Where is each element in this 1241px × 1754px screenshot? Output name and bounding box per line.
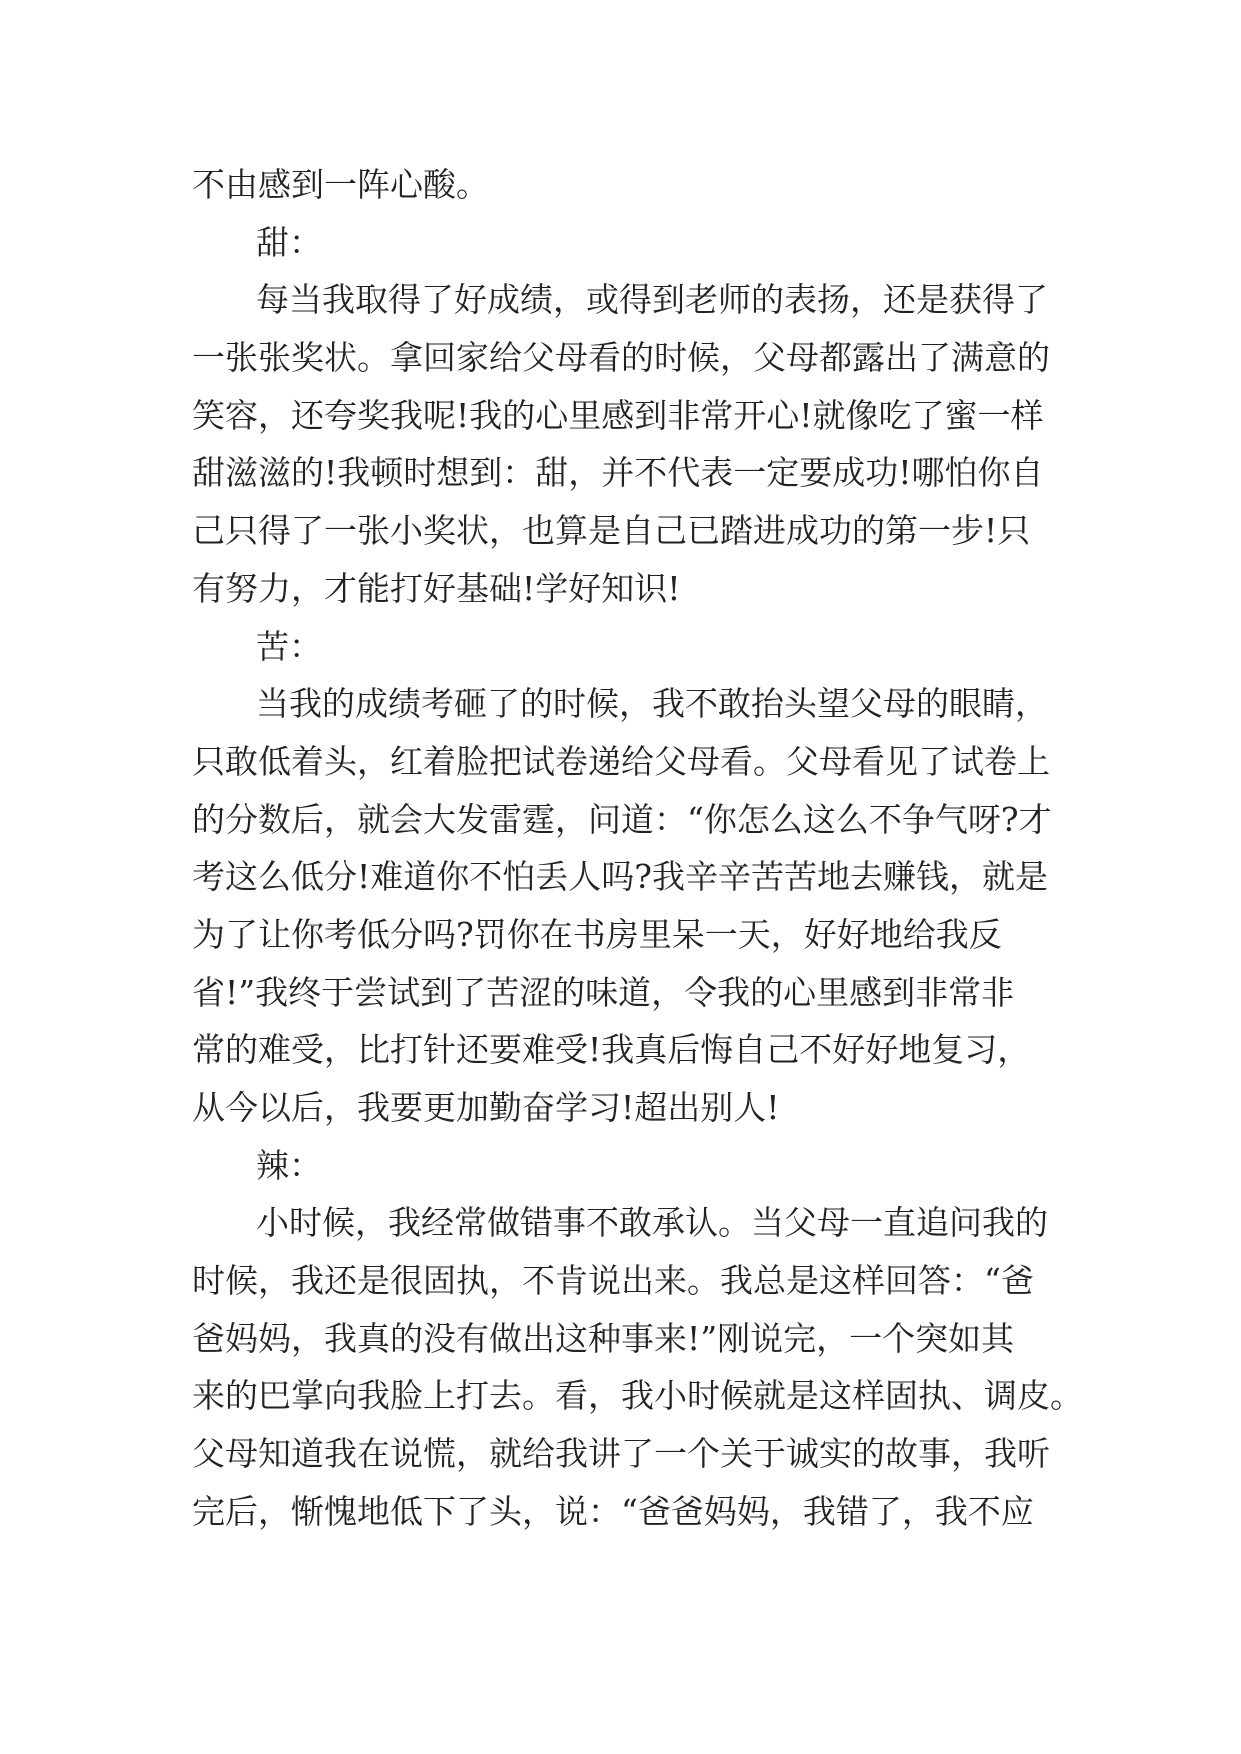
text-line: 常的难受，比打针还要难受!我真后悔自己不好好地复习， bbox=[192, 1030, 1031, 1070]
text-line: 当我的成绩考砸了的时候，我不敢抬头望父母的眼睛， bbox=[256, 684, 1048, 724]
section-heading-bitter: 苦： bbox=[256, 626, 322, 666]
text-line: 来的巴掌向我脸上打去。看，我小时候就是这样固执、调皮。 bbox=[192, 1376, 1083, 1416]
body-text bbox=[192, 156, 1083, 1541]
text-line: 父母知道我在说慌，就给我讲了一个关于诚实的故事，我听 bbox=[192, 1434, 1050, 1474]
text-line: 时候，我还是很固执，不肯说出来。我总是这样回答：“爸 bbox=[192, 1261, 1034, 1301]
text-line: 为了让你考低分吗?罚你在书房里呆一天，好好地给我反 bbox=[192, 914, 1002, 954]
section-heading-spicy: 辣： bbox=[256, 1145, 322, 1185]
text-line: 完后，惭愧地低下了头，说：“爸爸妈妈，我错了，我不应 bbox=[192, 1491, 1034, 1531]
text-line: 笑容，还夸奖我呢!我的心里感到非常开心!就像吃了蜜一样 bbox=[192, 395, 1044, 435]
text-line: 甜滋滋的!我顿时想到：甜，并不代表一定要成功!哪怕你自 bbox=[192, 453, 1044, 493]
section-heading-sweet: 甜： bbox=[256, 222, 322, 262]
text-line: 省!”我终于尝试到了苦涩的味道，令我的心里感到非常非 bbox=[192, 972, 1015, 1012]
text-line: 只敢低着头，红着脸把试卷递给父母看。父母看见了试卷上 bbox=[192, 741, 1050, 781]
text-line: 爸妈妈，我真的没有做出这种事来!”刚说完，一个突如其 bbox=[192, 1318, 1015, 1358]
text-line: 小时候，我经常做错事不敢承认。当父母一直追问我的 bbox=[256, 1203, 1048, 1243]
text-line: 从今以后，我要更加勤奋学习!超出别人! bbox=[192, 1088, 780, 1127]
text-line: 一张张奖状。拿回家给父母看的时候，父母都露出了满意的 bbox=[192, 338, 1050, 378]
text-line: 己只得了一张小奖状，也算是自己已踏进成功的第一步!只 bbox=[192, 511, 1031, 551]
text-line: 的分数后，就会大发雷霆，问道：“你怎么这么不争气呀?才 bbox=[192, 799, 1052, 839]
text-line: 考这么低分!难道你不怕丢人吗?我辛辛苦苦地去赚钱，就是 bbox=[192, 857, 1048, 897]
text-line: 不由感到一阵心酸。 bbox=[192, 165, 489, 204]
text-line: 每当我取得了好成绩，或得到老师的表扬，还是获得了 bbox=[256, 280, 1048, 320]
text-line: 有努力，才能打好基础!学好知识! bbox=[192, 568, 681, 608]
